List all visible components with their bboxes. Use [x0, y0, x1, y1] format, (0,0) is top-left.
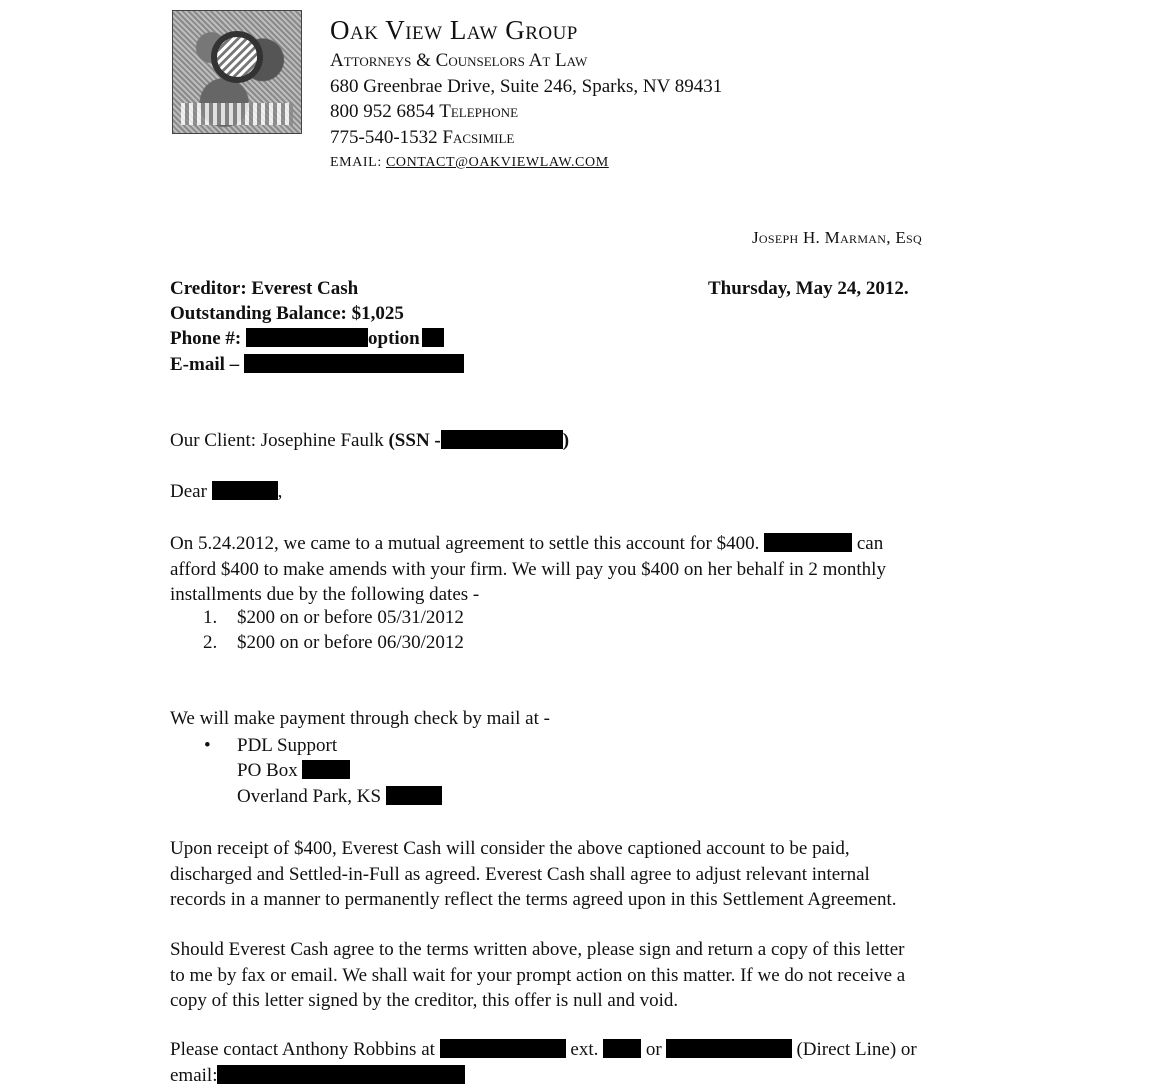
contact-email	[170, 1065, 465, 1087]
creditor-phone-label: Phone #:	[170, 328, 242, 349]
sign-paragraph	[170, 937, 1050, 1014]
agreement-paragraph	[170, 531, 1050, 608]
firm-logo	[172, 10, 302, 134]
agreement-line-1	[170, 531, 1050, 557]
redaction-block	[246, 328, 368, 347]
redaction-block	[422, 328, 444, 347]
salutation-dear: Dear	[170, 481, 207, 502]
bullet-icon: •	[204, 735, 211, 756]
agreement-line-3: installments due by the following dates -	[170, 584, 480, 605]
contact-prefix: Please contact Anthony Robbins at	[170, 1039, 435, 1060]
installment-item	[203, 632, 217, 654]
settlement-paragraph	[170, 836, 1050, 913]
contact-or: or	[645, 1039, 662, 1060]
attorney-name: Joseph H. Marman, Esq	[752, 228, 922, 247]
installment-number: 1.	[203, 607, 218, 628]
payment-city	[237, 786, 442, 808]
settlement-line: Upon receipt of $400, Everest Cash will consider the above captioned account to be paid,	[170, 838, 850, 859]
firm-email-link[interactable]: CONTACT@OAKVIEWLAW.COM	[385, 155, 609, 170]
firm-email-label: EMAIL:	[330, 155, 382, 170]
redaction-block	[441, 430, 563, 449]
firm-address: 680 Greenbrae Drive, Suite 246, Sparks, NV 89431	[330, 76, 723, 97]
client-name: Our Client: Josephine Faulk	[170, 430, 384, 451]
settlement-line: records in a manner to permanently reflect the terms agreed upon in this Settlement Agreement.	[170, 889, 897, 910]
client-ssn-close: )	[562, 430, 570, 451]
creditor-phone-option: option	[368, 328, 420, 349]
installment-text: $200 on or before 05/31/2012	[237, 607, 464, 628]
payment-name: PDL Support	[237, 735, 338, 756]
firm-fax-label: Facsimile	[442, 127, 515, 148]
sign-line: Should Everest Cash agree to the terms written above, please sign and return a copy of this letter	[170, 939, 905, 960]
firm-email	[330, 155, 609, 171]
redaction-block	[212, 481, 278, 500]
installment-number: 2.	[203, 632, 218, 653]
redaction-block	[603, 1039, 641, 1058]
creditor-phone	[170, 328, 444, 350]
firm-phone	[330, 101, 518, 123]
client-line	[170, 430, 569, 452]
firm-phone-label: Telephone	[439, 101, 519, 122]
installment-text: $200 on or before 06/30/2012	[237, 632, 464, 653]
redaction-block	[386, 786, 442, 805]
firm-fax	[330, 127, 514, 149]
firm-fax-number: 775-540-1532	[330, 127, 438, 148]
redaction-block	[764, 533, 852, 552]
agreement-line-1-end: can	[856, 533, 884, 554]
payment-po-box-label: PO Box	[237, 760, 298, 781]
payment-city-label: Overland Park, KS	[237, 786, 382, 807]
redaction-block	[217, 1065, 465, 1084]
salutation-comma: ,	[277, 481, 283, 502]
letter-date: Thursday, May 24, 2012.	[708, 278, 909, 299]
firm-name: Oak View Law Group	[330, 15, 578, 45]
sign-line: to me by fax or email. We shall wait for your prompt action on this matter. If we do not receive a	[170, 964, 906, 986]
balance-line: Outstanding Balance: $1,025	[170, 303, 404, 324]
installment-item	[203, 607, 217, 629]
settlement-line: discharged and Settled-in-Full as agreed. Everest Cash shall agree to adjust relevant internal	[170, 863, 870, 885]
creditor-email	[170, 354, 464, 376]
redaction-block	[440, 1039, 566, 1058]
contact-direct: (Direct Line) or	[796, 1039, 917, 1060]
agreement-line-2: afford $400 to make amends with your firm. We will pay you $400 on her behalf in 2 monthly	[170, 558, 886, 580]
payment-po-box	[237, 760, 350, 782]
redaction-block	[244, 354, 464, 373]
contact-line	[170, 1039, 917, 1061]
contact-ext: ext.	[570, 1039, 599, 1060]
redaction-block	[302, 760, 350, 779]
firm-tagline: Attorneys & Counselors At Law	[330, 50, 588, 71]
agreement-line-1-text: On 5.24.2012, we came to a mutual agreement to settle this account for $400.	[170, 533, 760, 554]
payment-intro: We will make payment through check by mail at -	[170, 708, 550, 729]
creditor-email-label: E-mail –	[170, 354, 240, 375]
salutation	[170, 481, 282, 503]
client-ssn-label: (SSN -	[388, 430, 441, 451]
contact-email-label: email:	[170, 1065, 218, 1086]
sign-line: copy of this letter signed by the creditor, this offer is null and void.	[170, 990, 679, 1011]
logo-emblem-icon	[211, 31, 263, 83]
redaction-block	[666, 1039, 792, 1058]
firm-phone-number: 800 952 6854	[330, 101, 435, 122]
creditor-line: Creditor: Everest Cash	[170, 278, 359, 299]
logo-base	[181, 103, 293, 125]
